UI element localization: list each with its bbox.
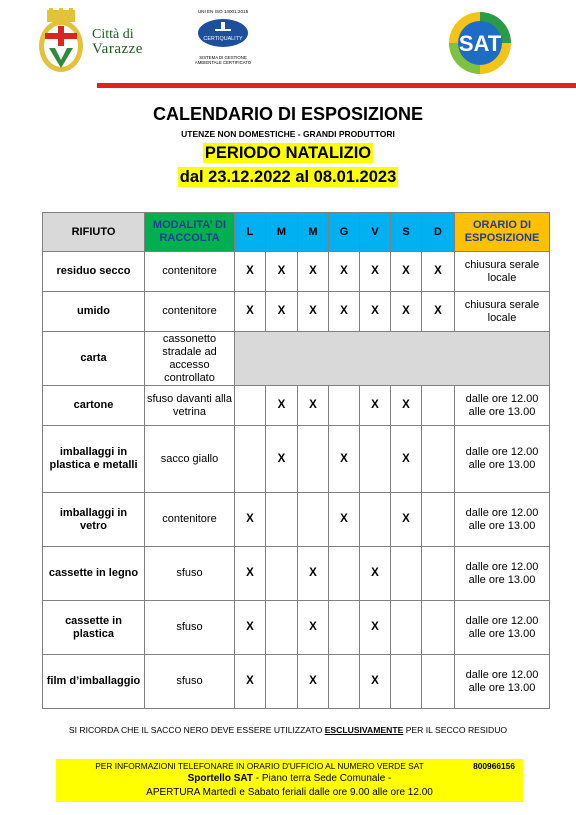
- header-day: M: [266, 213, 298, 252]
- day-mark: X: [391, 386, 422, 426]
- cert-sub-1: SISTEMA DI GESTIONE: [199, 55, 247, 60]
- certification-badge: [188, 9, 258, 65]
- sat-logo-icon: [447, 10, 513, 76]
- day-mark: [235, 426, 266, 493]
- table-row: [43, 655, 550, 709]
- day-mark: [391, 601, 422, 655]
- exposure-time: dalle ore 12.00 alle ore 13.00: [455, 547, 550, 601]
- info-phone-number: 800966156: [473, 761, 515, 771]
- day-mark: X: [360, 547, 391, 601]
- waste-type: cassette in legno: [43, 547, 145, 601]
- day-mark: [360, 493, 391, 547]
- info-phone-text: PER INFORMAZIONI TELEFONARE IN ORARIO D'UFFICIO AL NUMERO VERDE SAT: [95, 761, 424, 771]
- header-modalita: MODALITA’ DI RACCOLTA: [145, 213, 235, 252]
- waste-type: imballaggi in vetro: [43, 493, 145, 547]
- day-mark: [360, 426, 391, 493]
- info-line-2: [56, 773, 523, 784]
- day-mark: X: [235, 547, 266, 601]
- day-mark: X: [298, 547, 329, 601]
- info-line-1: [56, 761, 523, 771]
- header-rifiuto: RIFIUTO: [43, 213, 145, 252]
- black-bag-note: [40, 724, 536, 737]
- info-office-location: - Piano terra Sede Comunale -: [252, 773, 392, 784]
- day-mark: X: [298, 601, 329, 655]
- day-mark: X: [360, 292, 391, 332]
- day-mark: X: [298, 655, 329, 709]
- day-mark: X: [329, 252, 360, 292]
- city-name: [92, 27, 143, 57]
- day-mark: X: [360, 601, 391, 655]
- collection-mode: sfuso: [145, 655, 235, 709]
- day-mark: X: [266, 252, 298, 292]
- day-mark: [422, 547, 455, 601]
- note-emphasis: ESCLUSIVAMENTE: [324, 725, 404, 735]
- day-mark: X: [235, 655, 266, 709]
- day-mark: [422, 493, 455, 547]
- info-office-name: Sportello SAT: [187, 773, 253, 784]
- waste-type: residuo secco: [43, 252, 145, 292]
- header-day: M: [298, 213, 329, 252]
- header-day: L: [235, 213, 266, 252]
- day-mark: X: [360, 655, 391, 709]
- collection-mode: sfuso: [145, 547, 235, 601]
- day-mark: [266, 547, 298, 601]
- day-mark: X: [235, 601, 266, 655]
- waste-type: film d’imballaggio: [43, 655, 145, 709]
- day-mark: [422, 655, 455, 709]
- day-mark: X: [266, 386, 298, 426]
- page-title: CALENDARIO DI ESPOSIZIONE: [152, 104, 424, 124]
- table-row: [43, 601, 550, 655]
- day-mark: [329, 547, 360, 601]
- day-mark: X: [360, 252, 391, 292]
- day-mark: X: [266, 292, 298, 332]
- note-text-after: PER IL SECCO RESIDUO: [403, 725, 508, 735]
- exposure-time: dalle ore 12.00 alle ore 13.00: [455, 655, 550, 709]
- day-mark: X: [391, 426, 422, 493]
- header-orario: ORARIO DI ESPOSIZIONE: [455, 213, 550, 252]
- day-mark: [391, 655, 422, 709]
- waste-type: carta: [43, 332, 145, 386]
- day-mark: X: [391, 493, 422, 547]
- info-opening-hours: APERTURA Martedì e Sabato feriali dalle ore 9.00 alle ore 12.00: [146, 787, 433, 798]
- day-mark: [266, 601, 298, 655]
- waste-type: cassette in plastica: [43, 601, 145, 655]
- day-mark: X: [235, 292, 266, 332]
- day-mark: X: [422, 292, 455, 332]
- day-mark: [266, 493, 298, 547]
- cert-brand-text: CERTIQUALITY: [203, 36, 243, 42]
- day-mark: X: [422, 252, 455, 292]
- city-name-line2: Varazze: [92, 41, 143, 57]
- exposure-time: dalle ore 12.00 alle ore 13.00: [455, 493, 550, 547]
- collection-mode: contenitore: [145, 493, 235, 547]
- day-mark: [329, 655, 360, 709]
- waste-type: umido: [43, 292, 145, 332]
- day-mark: X: [391, 252, 422, 292]
- header-day: V: [360, 213, 391, 252]
- period-label: PERIODO NATALIZIO: [204, 144, 372, 162]
- table-row: [43, 252, 550, 292]
- header: [0, 0, 576, 90]
- header-day: S: [391, 213, 422, 252]
- cert-standard: UNI EN ISO 14001:2015: [197, 9, 249, 14]
- waste-type: imballaggi in plastica e metalli: [43, 426, 145, 493]
- date-range: dal 23.12.2022 al 08.01.2023: [179, 168, 397, 186]
- day-mark: X: [329, 493, 360, 547]
- day-mark: X: [329, 292, 360, 332]
- day-mark: X: [235, 252, 266, 292]
- note-text-before: SI RICORDA CHE IL SACCO NERO DEVE ESSERE UTILIZZATO: [68, 725, 325, 735]
- day-mark: X: [329, 426, 360, 493]
- day-mark: X: [235, 493, 266, 547]
- collection-calendar-table: [42, 212, 550, 709]
- day-mark: X: [266, 426, 298, 493]
- day-mark: [422, 386, 455, 426]
- not-applicable-cell: [235, 332, 550, 386]
- day-mark: [391, 547, 422, 601]
- exposure-time: dalle ore 12.00 alle ore 13.00: [455, 426, 550, 493]
- page-subtitle: UTENZE NON DOMESTICHE - GRANDI PRODUTTORI: [181, 129, 395, 139]
- exposure-time: chiusura serale locale: [455, 252, 550, 292]
- info-box: [56, 759, 523, 802]
- collection-mode: sacco giallo: [145, 426, 235, 493]
- day-mark: [329, 601, 360, 655]
- header-day: G: [329, 213, 360, 252]
- city-name-line1: Città di: [92, 27, 134, 42]
- sat-logo-text: SAT: [458, 31, 502, 56]
- day-mark: X: [298, 292, 329, 332]
- exposure-time: dalle ore 12.00 alle ore 13.00: [455, 601, 550, 655]
- day-mark: [329, 386, 360, 426]
- waste-type: cartone: [43, 386, 145, 426]
- collection-mode: sfuso davanti alla vetrina: [145, 386, 235, 426]
- city-crest-icon: [37, 8, 85, 78]
- day-mark: [422, 601, 455, 655]
- day-mark: X: [298, 252, 329, 292]
- header-day: D: [422, 213, 455, 252]
- day-mark: [422, 426, 455, 493]
- header-divider: [97, 83, 576, 88]
- collection-mode: sfuso: [145, 601, 235, 655]
- table-row: [43, 426, 550, 493]
- exposure-time: chiusura serale locale: [455, 292, 550, 332]
- day-mark: X: [298, 386, 329, 426]
- day-mark: [266, 655, 298, 709]
- day-mark: X: [391, 292, 422, 332]
- exposure-time: dalle ore 12.00 alle ore 13.00: [455, 386, 550, 426]
- collection-mode: cassonetto stradale ad accesso controllato: [145, 332, 235, 386]
- table-row: [43, 332, 550, 386]
- collection-mode: contenitore: [145, 292, 235, 332]
- day-mark: [298, 426, 329, 493]
- table-row: [43, 547, 550, 601]
- table-row: [43, 386, 550, 426]
- day-mark: [235, 386, 266, 426]
- cert-sub-2: AMBIENTALE CERTIFICATO: [194, 60, 252, 65]
- day-mark: X: [360, 386, 391, 426]
- table-row: [43, 292, 550, 332]
- day-mark: [298, 493, 329, 547]
- table-header-row: [43, 213, 550, 252]
- collection-mode: contenitore: [145, 252, 235, 292]
- certiquality-logo-icon: [197, 18, 249, 48]
- table-row: [43, 493, 550, 547]
